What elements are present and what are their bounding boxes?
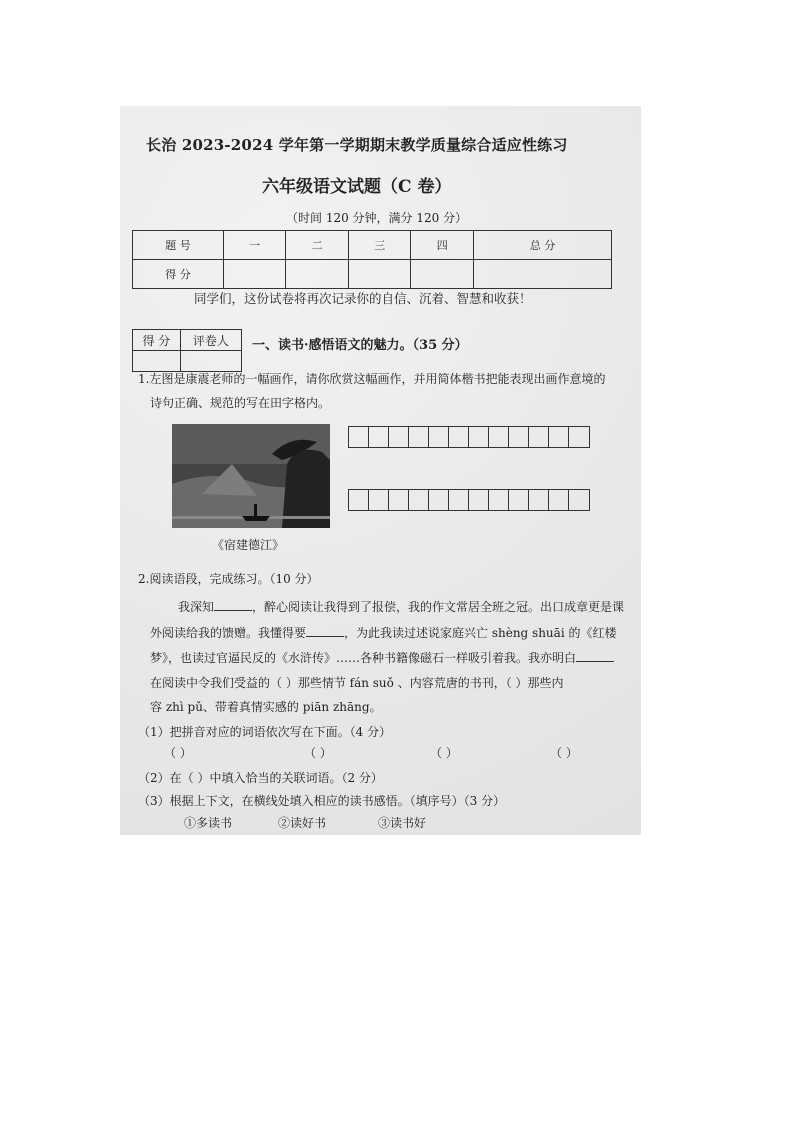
- answer-paren-1[interactable]: （ ）: [164, 746, 192, 760]
- motto: 同学们，这份试卷将再次记录你的自信、沉着、智慧和收获！: [194, 291, 532, 306]
- score-input-cell[interactable]: [411, 260, 473, 289]
- writing-grid-1[interactable]: [348, 426, 590, 448]
- table-cell: 总 分: [473, 231, 611, 260]
- grader-name-cell[interactable]: [180, 351, 241, 372]
- table-cell: 四: [411, 231, 473, 260]
- sub-question-1: （1）把拼音对应的词语依次写在下面。（4 分）: [138, 725, 392, 739]
- grader-score-cell[interactable]: [133, 351, 181, 372]
- table-cell: 二: [286, 231, 348, 260]
- question-2-title: 2.阅读语段，完成练习。（10 分）: [138, 572, 319, 586]
- sub-question-3: （3）根据上下文，在横线处填入相应的读书感悟。（填序号）（3 分）: [138, 794, 506, 808]
- score-input-cell[interactable]: [286, 260, 348, 289]
- passage-line-3: 梦》，也读过官逼民反的《水浒传》……各种书籍像磁石一样吸引着我。我亦明白: [150, 649, 614, 666]
- answer-blank[interactable]: [576, 661, 614, 662]
- grader-score-label: 得 分: [133, 330, 181, 351]
- section-heading: 一、读书·感悟语文的魅力。（35 分）: [252, 338, 468, 353]
- question-1-line2: 诗句正确、规范的写在田字格内。: [150, 396, 331, 410]
- painting-caption: 《宿建德江》: [212, 538, 285, 552]
- exam-info: （时间 120 分钟，满分 120 分）: [286, 211, 468, 225]
- table-cell: 一: [224, 231, 286, 260]
- table-cell: 三: [348, 231, 410, 260]
- exam-title: 长治 2023-2024 学年第一学期期末教学质量综合适应性练习: [146, 136, 568, 154]
- table-row: [133, 260, 612, 289]
- table-cell: 题 号: [133, 231, 224, 260]
- exam-photo: [120, 106, 641, 835]
- answer-blank[interactable]: [306, 636, 344, 637]
- score-table: [132, 230, 612, 289]
- writing-grid-2[interactable]: [348, 489, 590, 511]
- answer-blank[interactable]: [214, 610, 252, 611]
- table-cell: 得 分: [133, 260, 224, 289]
- option-1: ①多读书: [184, 816, 233, 830]
- grader-table: [132, 329, 242, 372]
- option-3: ③读书好: [378, 816, 427, 830]
- question-1-line1: 1.左图是康震老师的一幅画作，请你欣赏这幅画作，并用简体楷书把能表现出画作意境的: [138, 372, 606, 386]
- option-2: ②读好书: [278, 816, 327, 830]
- passage-line-2: 外阅读给我的馈赠。我懂得要 ，为此我读过述说家庭兴亡 shèng shuāi 的《红楼: [150, 626, 617, 640]
- table-row: [133, 330, 242, 351]
- score-input-cell[interactable]: [224, 260, 286, 289]
- score-input-cell[interactable]: [473, 260, 611, 289]
- table-row: [133, 231, 612, 260]
- painting-image: [172, 424, 330, 528]
- table-row: [133, 351, 242, 372]
- sub-question-2: （2）在（ ）中填入恰当的关联词语。（2 分）: [138, 771, 383, 785]
- passage-line-4: 在阅读中令我们受益的（ ）那些情节 fán suǒ 、内容荒唐的书刊，（ ）那些内: [150, 676, 564, 690]
- answer-paren-2[interactable]: （ ）: [304, 746, 332, 760]
- answer-paren-3[interactable]: （ ）: [430, 746, 458, 760]
- answer-paren-4[interactable]: （ ）: [550, 746, 578, 760]
- passage-line-5: 容 zhì pǔ、带着真情实感的 piān zhāng。: [150, 700, 382, 714]
- exam-subtitle: 六年级语文试题（C 卷）: [262, 177, 452, 197]
- passage-line-1: 我深知 ，醉心阅读让我得到了报偿，我的作文常居全班之冠。出口成章更是课: [178, 600, 625, 614]
- grader-label: 评卷人: [180, 330, 241, 351]
- score-input-cell[interactable]: [348, 260, 410, 289]
